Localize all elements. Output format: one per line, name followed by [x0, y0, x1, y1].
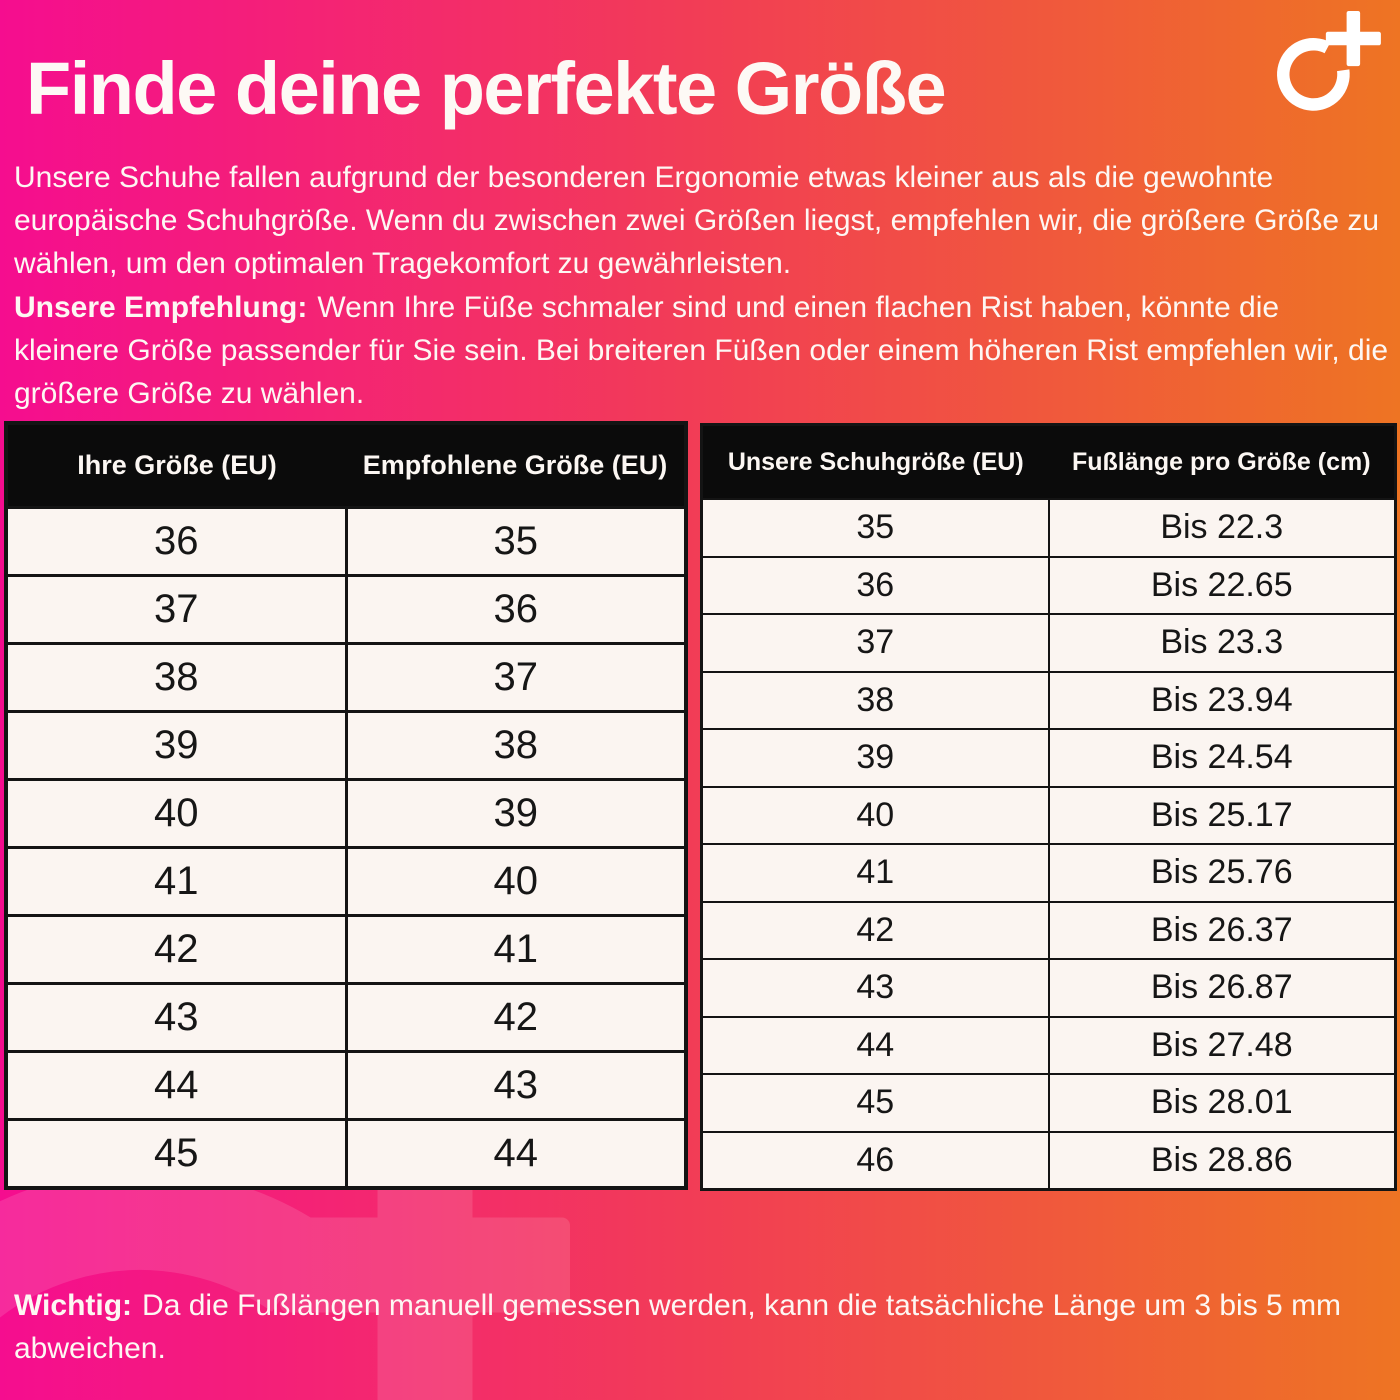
table-cell: Bis 26.37: [1048, 903, 1395, 959]
table-row: [8, 574, 684, 642]
recommendation-paragraph: [14, 286, 1392, 415]
table-cell: 45: [154, 1131, 199, 1175]
table-cell: 37: [154, 587, 199, 631]
table-cell: 45: [856, 1083, 895, 1122]
table-header-row: [703, 426, 1394, 498]
table-cell: Bis 23.94: [1048, 673, 1395, 729]
table-cell: 35: [345, 509, 685, 574]
table-cell: 41: [856, 853, 895, 892]
table-row: [8, 506, 684, 574]
table-cell: 43: [154, 995, 199, 1039]
table-cell: 43: [345, 1053, 685, 1118]
table-row: [703, 498, 1394, 556]
table-cell: Bis 25.17: [1048, 788, 1395, 844]
table-cell: 38: [345, 713, 685, 778]
table-cell: 37: [345, 645, 685, 710]
table-row: [8, 778, 684, 846]
table-cell: 44: [345, 1121, 685, 1186]
table-cell: Bis 23.3: [1048, 615, 1395, 671]
note-text: Da die Fußlängen manuell gemessen werden, kann die tatsächliche Länge um 3 bis 5 mm abweichen.: [14, 1289, 1342, 1365]
table-cell: 36: [154, 519, 199, 563]
table-cell: 35: [856, 508, 895, 547]
table-row: [8, 914, 684, 982]
table-cell: Bis 24.54: [1048, 730, 1395, 786]
table-cell: 44: [856, 1025, 895, 1064]
table-row: [703, 671, 1394, 729]
table-cell: Bis 28.01: [1048, 1075, 1395, 1131]
table-cell: 38: [154, 655, 199, 699]
table-cell: 39: [154, 723, 199, 767]
column-header: Unsere Schuhgröße (EU): [727, 447, 1024, 476]
table-cell: 41: [345, 917, 685, 982]
table-header-row: [8, 425, 684, 506]
table-cell: 40: [856, 795, 895, 834]
table-row: [8, 1050, 684, 1118]
table-cell: 37: [856, 623, 895, 662]
table-row: [703, 728, 1394, 786]
circle-plus-logo-icon: [1276, 10, 1384, 118]
size-conversion-table: [4, 421, 688, 1190]
table-row: [703, 1073, 1394, 1131]
table-cell: 36: [856, 565, 895, 604]
table-body: [8, 506, 684, 1186]
table-row: [703, 786, 1394, 844]
table-cell: 41: [154, 859, 199, 903]
column-header: Fußlänge pro Größe (cm): [1071, 447, 1371, 476]
table-cell: 44: [154, 1063, 199, 1107]
table-cell: 46: [856, 1140, 895, 1179]
table-row: [8, 982, 684, 1050]
table-cell: 39: [345, 781, 685, 846]
table-cell: 40: [345, 849, 685, 914]
table-row: [703, 613, 1394, 671]
foot-length-table: [700, 423, 1397, 1191]
table-cell: Bis 25.76: [1048, 845, 1395, 901]
table-cell: 36: [345, 577, 685, 642]
recommendation-label: Unsere Empfehlung:: [14, 291, 308, 324]
recommendation-text: Wenn Ihre Füße schmaler sind und einen flachen Rist haben, könnte die kleinere Größe passender für Sie sein. Bei breiteren Füßen oder einem höheren Rist empfehlen wir, die größere Größe zu wählen.: [14, 291, 1389, 410]
table-row: [703, 1131, 1394, 1189]
table-cell: Bis 27.48: [1048, 1018, 1395, 1074]
table-cell: 42: [154, 927, 199, 971]
table-row: [8, 710, 684, 778]
column-header: Ihre Größe (EU): [77, 450, 277, 480]
table-row: [8, 846, 684, 914]
table-body: [703, 498, 1394, 1188]
table-cell: Bis 26.87: [1048, 960, 1395, 1016]
table-cell: 43: [856, 968, 895, 1007]
column-header: Empfohlene Größe (EU): [362, 450, 668, 480]
table-row: [8, 642, 684, 710]
page-title: Finde deine perfekte Größe: [26, 47, 946, 130]
table-cell: 42: [856, 910, 895, 949]
table-row: [703, 843, 1394, 901]
table-cell: 42: [345, 985, 685, 1050]
intro-paragraph: Unsere Schuhe fallen aufgrund der besonderen Ergonomie etwas kleiner aus als die gewohnte europäische Schuhgröße. Wenn du zwischen zwei Größen liegst, empfehlen wir, die größere Größe zu wählen, um den optimalen Tragekomfort zu gewährleisten.: [14, 161, 1380, 280]
table-cell: 40: [154, 791, 199, 835]
table-cell: Bis 28.86: [1048, 1133, 1395, 1189]
table-row: [703, 556, 1394, 614]
table-row: [8, 1118, 684, 1186]
table-cell: Bis 22.3: [1048, 500, 1395, 556]
table-cell: Bis 22.65: [1048, 558, 1395, 614]
table-row: [703, 901, 1394, 959]
table-row: [703, 958, 1394, 1016]
table-cell: 39: [856, 738, 895, 777]
table-cell: 38: [856, 680, 895, 719]
important-note: [14, 1284, 1386, 1370]
note-label: Wichtig:: [14, 1289, 133, 1322]
table-row: [703, 1016, 1394, 1074]
